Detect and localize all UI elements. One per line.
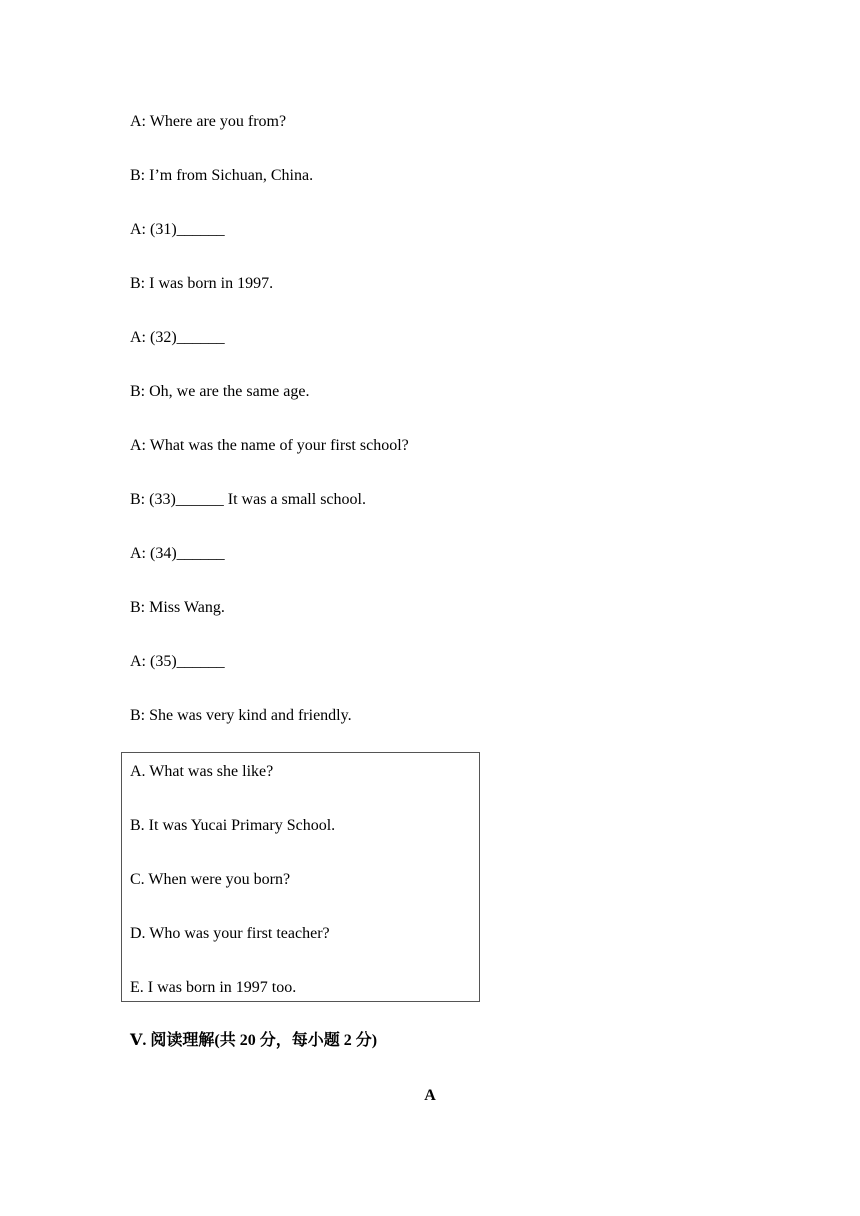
dialogue-line-12: B: She was very kind and friendly. xyxy=(130,707,352,724)
option-e: E. I was born in 1997 too. xyxy=(130,979,297,996)
dialogue-line-11: A: (35)______ xyxy=(130,653,225,670)
dialogue-line-10: B: Miss Wang. xyxy=(130,599,225,616)
dialogue-line-9: A: (34)______ xyxy=(130,545,225,562)
passage-label: A xyxy=(424,1087,436,1104)
dialogue-line-4: B: I was born in 1997. xyxy=(130,275,274,292)
dialogue-line-6: B: Oh, we are the same age. xyxy=(130,383,310,400)
dialogue-line-3: A: (31)______ xyxy=(130,221,225,238)
option-b: B. It was Yucai Primary School. xyxy=(130,817,336,834)
option-d: D. Who was your first teacher? xyxy=(130,925,330,942)
dialogue-line-5: A: (32)______ xyxy=(130,329,225,346)
option-a: A. What was she like? xyxy=(130,763,274,780)
dialogue-line-8: B: (33)______ It was a small school. xyxy=(130,491,366,508)
section-heading: Ⅴ. 阅读理解(共 20 分，每小题 2 分) xyxy=(130,1032,378,1049)
dialogue-line-1: A: Where are you from? xyxy=(130,113,287,130)
answer-options-box xyxy=(121,752,480,1002)
option-c: C. When were you born? xyxy=(130,871,291,888)
dialogue-line-7: A: What was the name of your first school? xyxy=(130,437,409,454)
dialogue-line-2: B: I’m from Sichuan, China. xyxy=(130,167,314,184)
